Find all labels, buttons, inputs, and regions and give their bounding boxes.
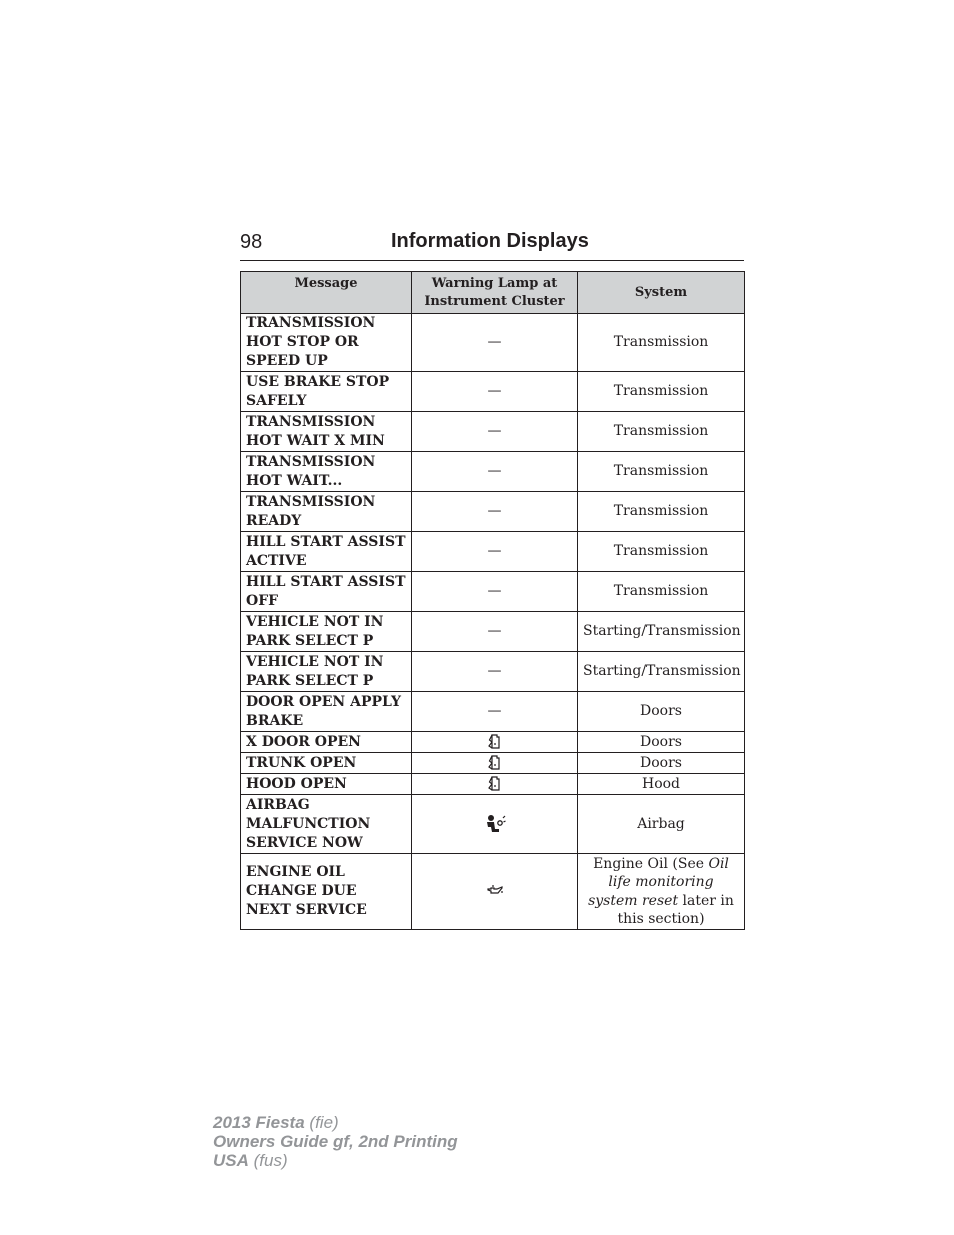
- table-row: [241, 753, 745, 774]
- lamp-cell: [412, 774, 578, 795]
- message-cell: VEHICLE NOT IN PARK SELECT P: [241, 652, 412, 692]
- table-row: [241, 532, 745, 572]
- system-cell: Doors: [578, 692, 745, 732]
- system-cell: [578, 854, 745, 930]
- table-row: [241, 854, 745, 930]
- lamp-cell: —: [412, 412, 578, 452]
- table-header-row: [241, 272, 745, 314]
- table-row: [241, 452, 745, 492]
- page-footer: [213, 1113, 458, 1170]
- lamp-cell: —: [412, 314, 578, 372]
- column-header-system: System: [578, 272, 745, 314]
- table-row: [241, 795, 745, 854]
- footer-model: 2013 Fiesta: [213, 1113, 305, 1132]
- message-cell: X DOOR OPEN: [241, 732, 412, 753]
- door-ajar-icon: [486, 733, 504, 751]
- table-row: [241, 732, 745, 753]
- column-header-warning-lamp: Warning Lamp at Instrument Cluster: [412, 272, 578, 314]
- airbag-icon: [484, 814, 506, 834]
- message-cell: ENGINE OIL CHANGE DUE NEXT SERVICE: [241, 854, 412, 930]
- system-cell: Transmission: [578, 452, 745, 492]
- table-row: [241, 314, 745, 372]
- lamp-cell: [412, 753, 578, 774]
- system-cell: Doors: [578, 753, 745, 774]
- system-cell: Airbag: [578, 795, 745, 854]
- lamp-cell: [412, 732, 578, 753]
- message-cell: TRANSMISSION HOT WAIT...: [241, 452, 412, 492]
- message-cell: AIRBAG MALFUNCTION SERVICE NOW: [241, 795, 412, 854]
- door-ajar-icon: [486, 775, 504, 793]
- lamp-cell: —: [412, 532, 578, 572]
- lamp-cell: —: [412, 652, 578, 692]
- system-cell: Starting/Transmission: [578, 612, 745, 652]
- message-cell: VEHICLE NOT IN PARK SELECT P: [241, 612, 412, 652]
- column-header-message: Message: [241, 272, 412, 314]
- system-text: later in this section): [617, 892, 734, 927]
- system-cell: Starting/Transmission: [578, 652, 745, 692]
- message-cell: USE BRAKE STOP SAFELY: [241, 372, 412, 412]
- page-header: [240, 229, 744, 261]
- lamp-cell: [412, 854, 578, 930]
- lamp-cell: —: [412, 452, 578, 492]
- table-row: [241, 572, 745, 612]
- lamp-cell: —: [412, 612, 578, 652]
- table-row: [241, 652, 745, 692]
- table-row: [241, 372, 745, 412]
- lamp-cell: [412, 795, 578, 854]
- table-row: [241, 492, 745, 532]
- table-row: [241, 612, 745, 652]
- lamp-cell: —: [412, 492, 578, 532]
- system-cell: Doors: [578, 732, 745, 753]
- message-cell: DOOR OPEN APPLY BRAKE: [241, 692, 412, 732]
- footer-edition: Owners Guide gf, 2nd Printing: [213, 1132, 458, 1151]
- system-text: Engine Oil (See: [593, 855, 709, 872]
- message-cell: HOOD OPEN: [241, 774, 412, 795]
- lamp-cell: —: [412, 572, 578, 612]
- message-table: [240, 271, 745, 930]
- footer-line: [213, 1151, 458, 1170]
- section-title: Information Displays: [391, 230, 589, 252]
- system-cell: Transmission: [578, 412, 745, 452]
- message-cell: HILL START ASSIST OFF: [241, 572, 412, 612]
- message-cell: TRANSMISSION HOT STOP OR SPEED UP: [241, 314, 412, 372]
- message-cell: TRANSMISSION HOT WAIT X MIN: [241, 412, 412, 452]
- lamp-cell: —: [412, 372, 578, 412]
- table-row: [241, 412, 745, 452]
- footer-market: USA: [213, 1151, 249, 1170]
- page-number: 98: [240, 231, 263, 253]
- table-row: [241, 774, 745, 795]
- message-cell: HILL START ASSIST ACTIVE: [241, 532, 412, 572]
- footer-line: [213, 1113, 458, 1132]
- system-cell: Transmission: [578, 372, 745, 412]
- footer-model-code: (fie): [304, 1113, 339, 1132]
- system-cell: Transmission: [578, 492, 745, 532]
- table-row: [241, 692, 745, 732]
- system-cell: Hood: [578, 774, 745, 795]
- message-cell: TRANSMISSION READY: [241, 492, 412, 532]
- door-ajar-icon: [486, 754, 504, 772]
- footer-market-code: (fus): [248, 1151, 288, 1170]
- system-reference: Oil life monitoring system reset: [588, 855, 729, 909]
- message-cell: TRUNK OPEN: [241, 753, 412, 774]
- system-cell: Transmission: [578, 314, 745, 372]
- system-cell: Transmission: [578, 572, 745, 612]
- system-cell: Transmission: [578, 532, 745, 572]
- lamp-cell: —: [412, 692, 578, 732]
- oil-can-icon: [486, 882, 504, 900]
